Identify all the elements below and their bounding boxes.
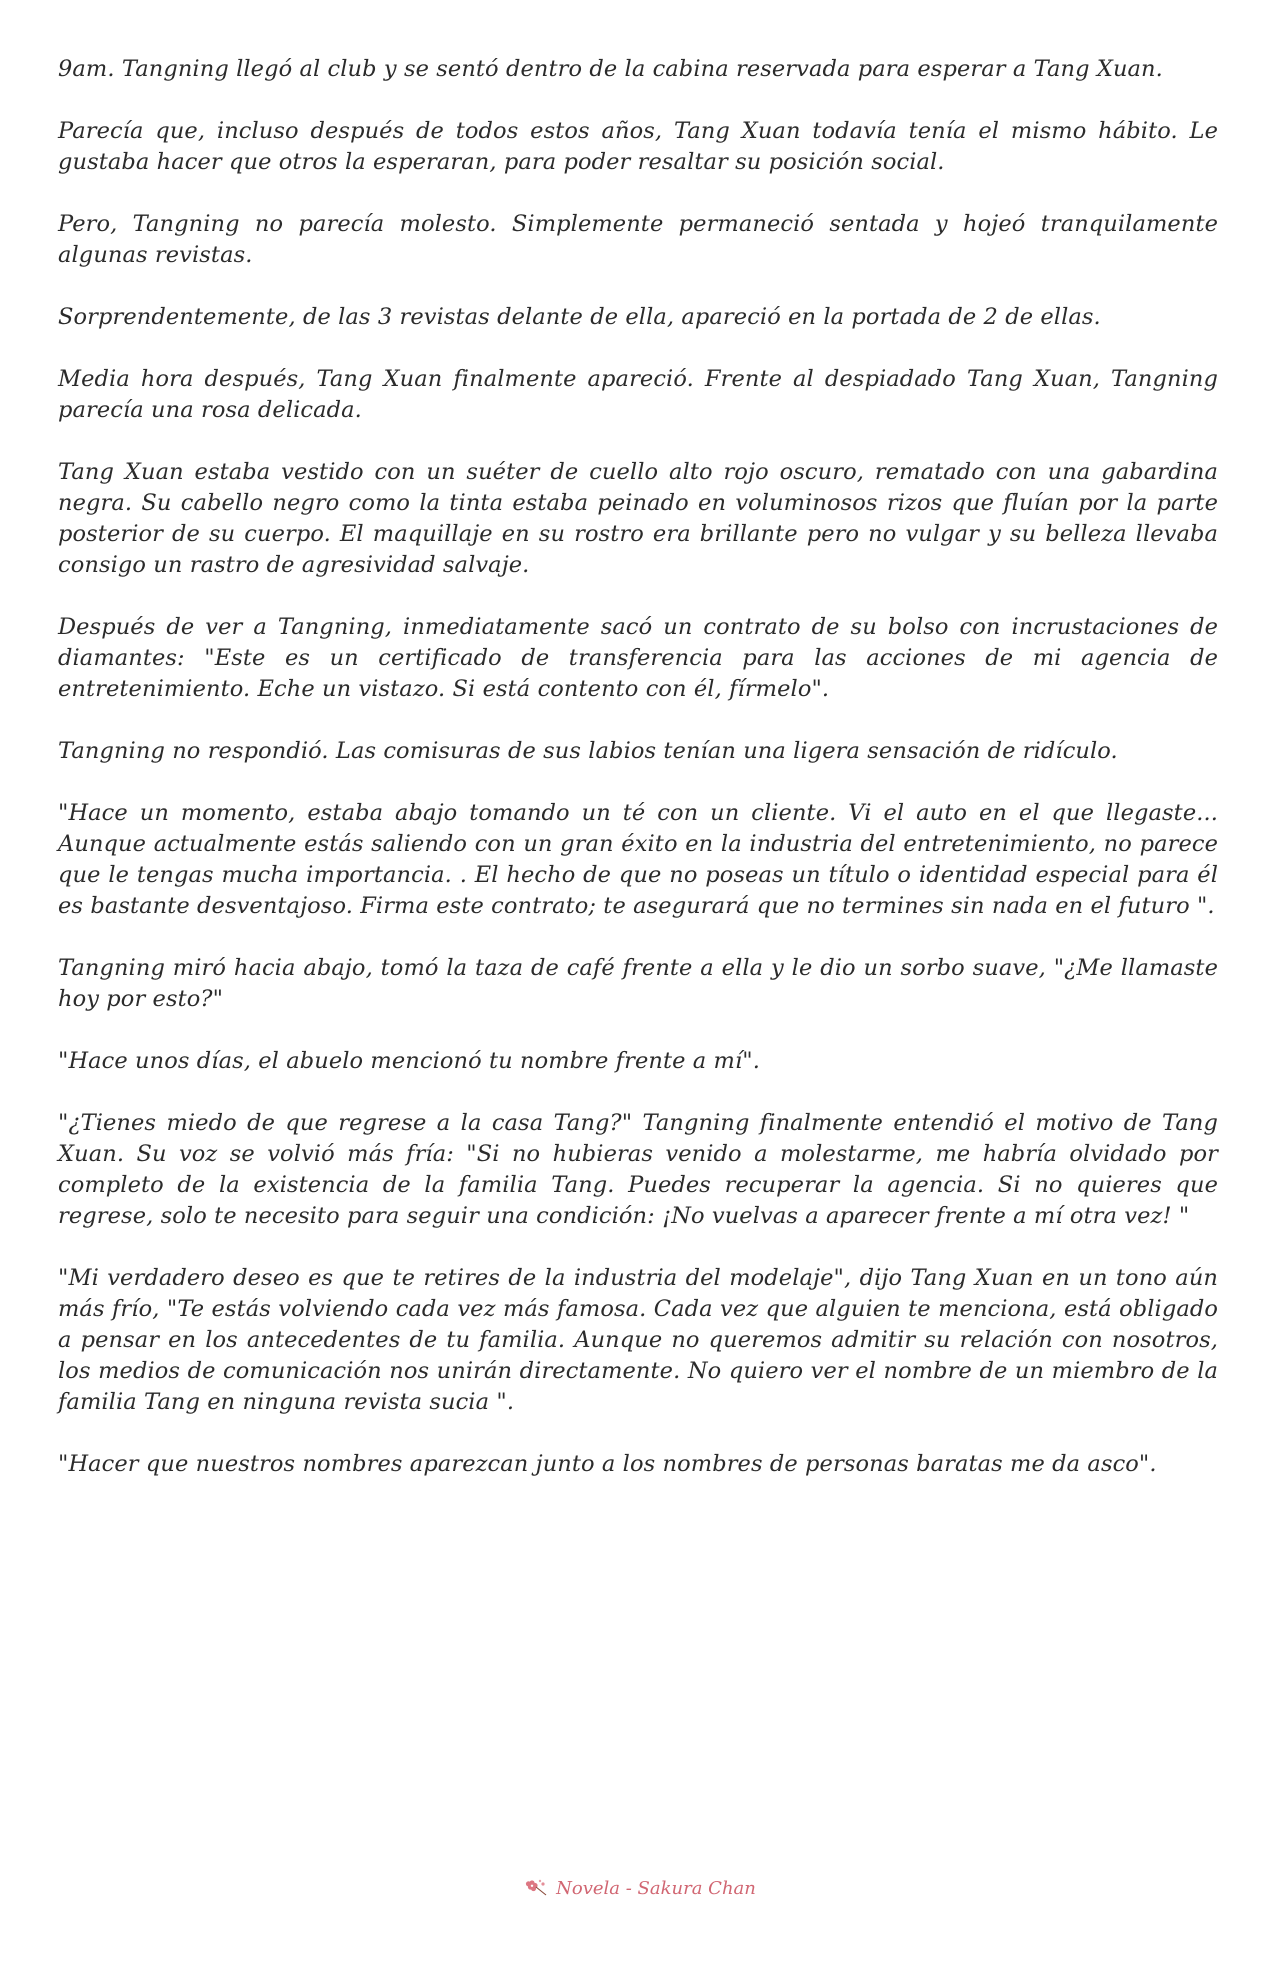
document-body [58,54,1218,1511]
paragraph: Sorprendentemente, de las 3 revistas delante de ella, apareció en la portada de 2 de ellas. [58,304,1101,330]
footer-watermark [0,1877,1280,1899]
paragraph: Después de ver a Tangning, inmediatamente sacó un contrato de su bolso con incrustaciones de diamantes: "Este es un certificado de transferencia para las acciones de mi agencia de entretenimiento. Eche un vistazo. Si está contento con él, fírmelo". [58,614,1218,702]
paragraph: "Hacer que nuestros nombres aparezcan junto a los nombres de personas baratas me da asco". [58,1451,1157,1477]
paragraph: Media hora después, Tang Xuan finalmente apareció. Frente al despiadado Tang Xuan, Tangning parecía una rosa delicada. [58,366,1218,423]
paragraph: 9am. Tangning llegó al club y se sentó dentro de la cabina reservada para esperar a Tang Xuan. [58,56,1163,82]
paragraph: "¿Tienes miedo de que regrese a la casa Tang?" Tangning finalmente entendió el motivo de Tang Xuan. Su voz se volvió más fría: "Si no hubieras venido a molestarme, me habría olvidado por completo de la existencia de la familia Tang. Puedes recuperar la agencia. Si no quieres que regrese, solo te necesito para seguir una condición: ¡No vuelvas a aparecer frente a mí otra vez! " [58,1110,1218,1229]
paragraph: Tang Xuan estaba vestido con un suéter de cuello alto rojo oscuro, rematado con una gabardina negra. Su cabello negro como la tinta estaba peinado en voluminosos rizos que fluían por la parte posterior de su cuerpo. El maquillaje en su rostro era brillante pero no vulgar y su belleza llevaba consigo un rastro de agresividad salvaje. [58,459,1218,578]
paragraph: Tangning no respondió. Las comisuras de sus labios tenían una ligera sensación de ridículo. [58,738,1118,764]
paragraph: Parecía que, incluso después de todos estos años, Tang Xuan todavía tenía el mismo hábito. Le gustaba hacer que otros la esperaran, para poder resaltar su posición social. [58,118,1218,175]
cherry-blossom-icon [524,1877,550,1899]
paragraph: "Hace unos días, el abuelo mencionó tu nombre frente a mí". [58,1048,760,1074]
paragraph: Tangning miró hacia abajo, tomó la taza de café frente a ella y le dio un sorbo suave, "¿Me llamaste hoy por esto?" [58,955,1218,1012]
paragraph: Pero, Tangning no parecía molesto. Simplemente permaneció sentada y hojeó tranquilamente algunas revistas. [58,211,1218,268]
paragraph: "Hace un momento, estaba abajo tomando un té con un cliente. Vi el auto en el que llegaste... Aunque actualmente estás saliendo con un gran éxito en la industria del entretenimiento, no parece que le tengas mucha importancia. . El hecho de que no poseas un título o identidad especial para él es bastante desventajoso. Firma este contrato; te asegurará que no termines sin nada en el futuro ". [58,800,1218,919]
watermark-text: Novela - Sakura Chan [556,1877,756,1899]
paragraph: "Mi verdadero deseo es que te retires de la industria del modelaje", dijo Tang Xuan en un tono aún más frío, "Te estás volviendo cada vez más famosa. Cada vez que alguien te menciona, está obligado a pensar en los antecedentes de tu familia. Aunque no queremos admitir su relación con nosotros, los medios de comunicación nos unirán directamente. No quiero ver el nombre de un miembro de la familia Tang en ninguna revista sucia ". [58,1265,1218,1415]
